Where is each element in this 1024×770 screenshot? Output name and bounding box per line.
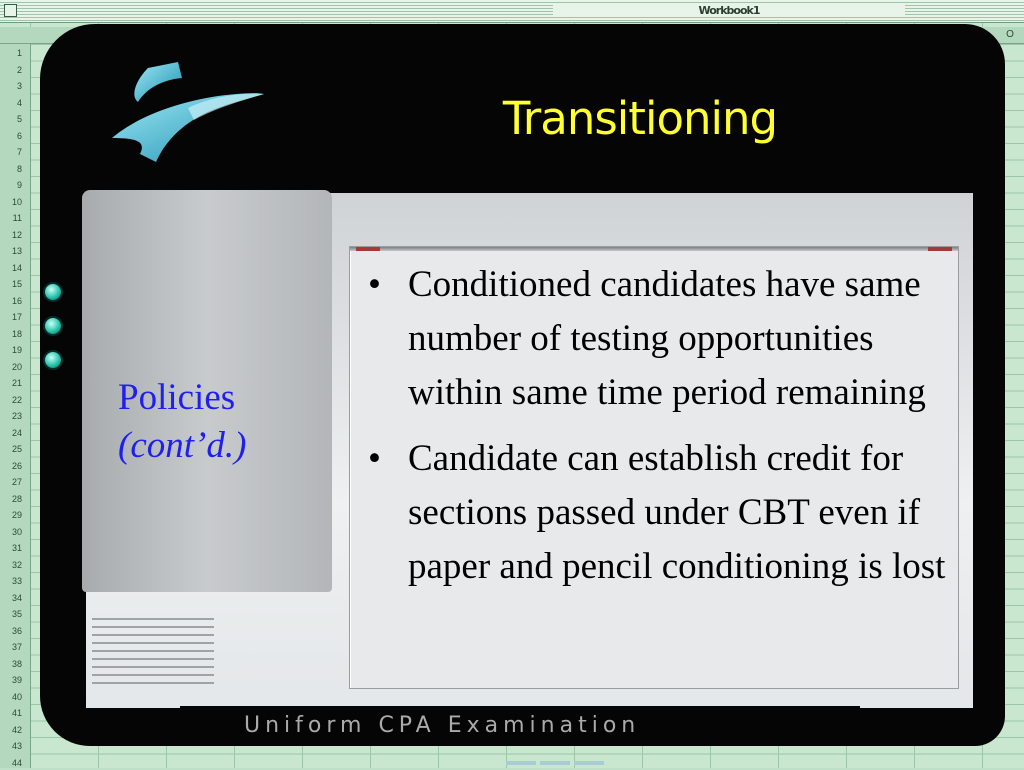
row-header[interactable]: 37: [11, 642, 22, 652]
row-header[interactable]: 15: [11, 279, 22, 289]
bullet-item: [364, 432, 954, 594]
window-close-box[interactable]: [4, 4, 17, 17]
window-title: Workbook1: [553, 4, 905, 17]
row-header[interactable]: 7: [16, 147, 22, 157]
row-header[interactable]: 27: [11, 477, 22, 487]
row-header[interactable]: 39: [11, 675, 22, 685]
bullet-marker: •: [368, 264, 381, 305]
footer-dash: [506, 761, 536, 765]
column-header[interactable]: O: [1006, 29, 1014, 40]
row-header[interactable]: 19: [11, 345, 22, 355]
row-header[interactable]: 8: [16, 163, 22, 174]
row-header[interactable]: 32: [11, 559, 22, 570]
row-header[interactable]: 11: [12, 213, 22, 223]
decorative-stripes: [92, 618, 214, 684]
row-header[interactable]: 35: [11, 609, 22, 619]
row-header[interactable]: 10: [11, 196, 22, 207]
row-header[interactable]: 2: [16, 64, 22, 75]
nav-dot-icon[interactable]: [43, 316, 63, 336]
bullet-list: [364, 258, 954, 606]
row-header[interactable]: 29: [11, 510, 22, 520]
bullet-marker: •: [368, 438, 381, 479]
row-header-bar: [0, 44, 31, 768]
row-header[interactable]: 4: [16, 97, 22, 108]
row-header[interactable]: 31: [11, 543, 22, 553]
row-header[interactable]: 16: [11, 295, 22, 306]
row-header[interactable]: 18: [11, 328, 22, 339]
row-header[interactable]: 42: [11, 724, 22, 735]
row-header[interactable]: 23: [11, 411, 22, 421]
row-header[interactable]: 9: [16, 180, 22, 190]
nav-dot-icon[interactable]: [43, 350, 63, 370]
row-header[interactable]: 12: [11, 229, 22, 240]
bullet-text: Conditioned candidates have same number of testing opportunities within same time period remaining: [408, 264, 926, 413]
row-header[interactable]: 36: [11, 625, 22, 636]
nav-dots: [43, 282, 63, 384]
bullet-text: Candidate can establish credit for sections passed under CBT even if paper and pencil conditioning is lost: [408, 438, 946, 587]
row-header[interactable]: 21: [11, 378, 22, 388]
row-header[interactable]: 5: [16, 114, 22, 124]
row-header[interactable]: 34: [11, 592, 22, 603]
row-header[interactable]: 6: [16, 130, 22, 141]
row-header[interactable]: 41: [11, 708, 22, 718]
row-header[interactable]: 24: [11, 427, 22, 438]
footer-text: Uniform CPA Examination: [244, 713, 641, 738]
side-heading: [118, 374, 328, 470]
panel-top-rule: [350, 247, 958, 251]
footer-dash: [574, 761, 604, 765]
row-header[interactable]: 14: [11, 262, 22, 273]
bullet-item: [364, 258, 954, 420]
row-header[interactable]: 38: [11, 658, 22, 669]
nav-dot-icon[interactable]: [43, 282, 63, 302]
row-header[interactable]: 1: [16, 48, 22, 58]
row-header[interactable]: 30: [11, 526, 22, 537]
row-header[interactable]: 28: [11, 493, 22, 504]
row-header[interactable]: 40: [11, 691, 22, 702]
row-header[interactable]: 33: [11, 576, 22, 586]
rule-cap-left: [356, 247, 380, 251]
row-header[interactable]: 25: [11, 444, 22, 454]
row-header[interactable]: 3: [16, 81, 22, 91]
footer-dash: [540, 761, 570, 765]
row-header[interactable]: 22: [11, 394, 22, 405]
row-header[interactable]: 17: [11, 312, 22, 322]
row-header[interactable]: 13: [11, 246, 22, 256]
row-header[interactable]: 26: [11, 460, 22, 471]
row-header[interactable]: 43: [11, 741, 22, 751]
footer-dashes: [506, 752, 608, 770]
row-header[interactable]: 20: [11, 361, 22, 372]
slide-title: Transitioning: [502, 92, 778, 145]
side-heading-main: Policies: [118, 377, 236, 418]
side-heading-sub: (cont’d.): [118, 425, 247, 466]
swoosh-logo-icon: [108, 58, 268, 168]
window-titlebar: [0, 0, 1024, 23]
row-header[interactable]: 44: [11, 757, 22, 768]
rule-cap-right: [928, 247, 952, 251]
